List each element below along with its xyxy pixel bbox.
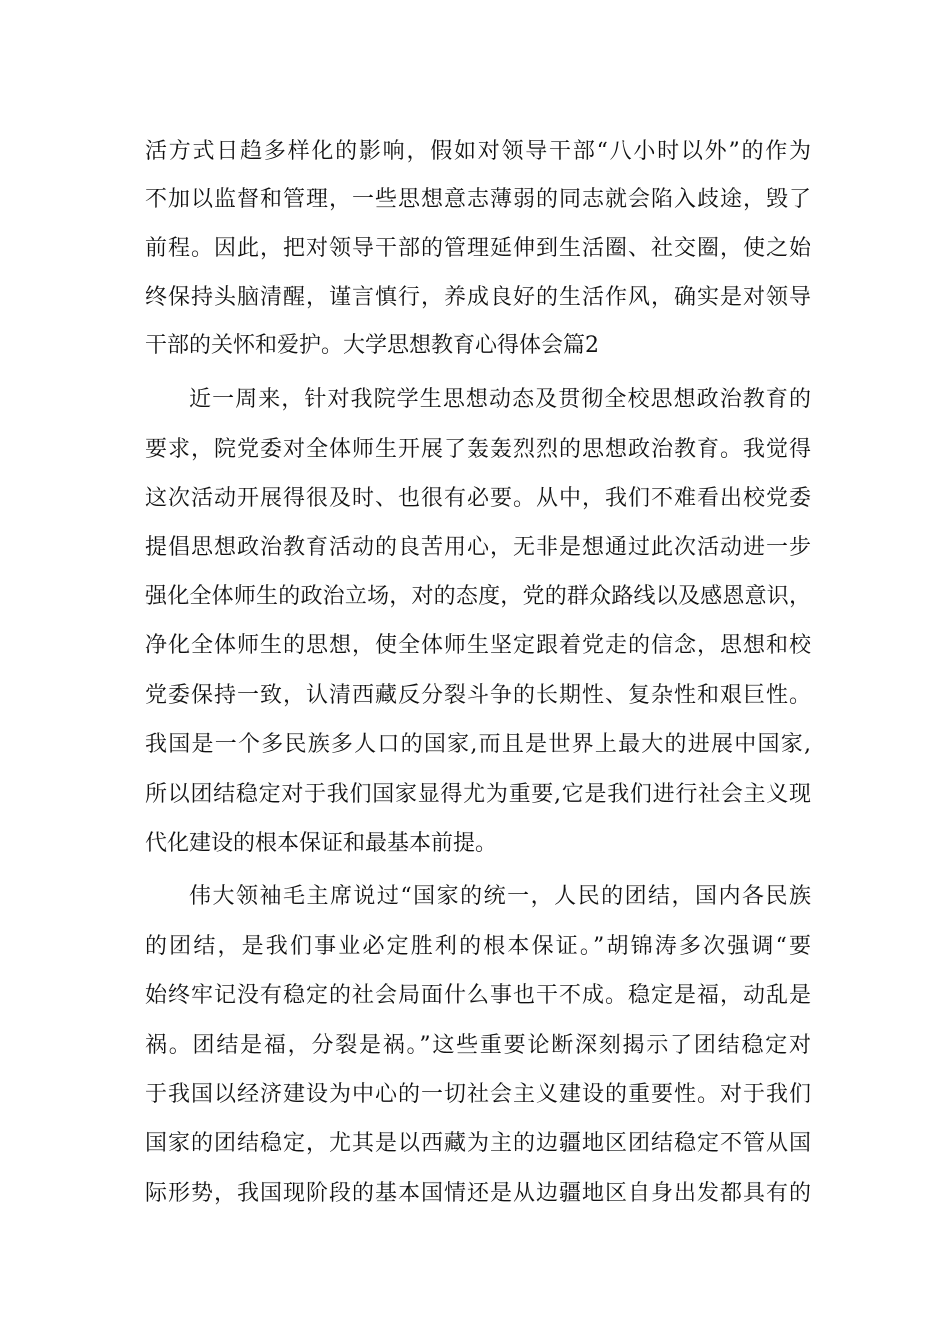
paragraph-3-line-4: 祸。团结是福，分裂是祸。”这些重要论断深刻揭示了团结稳定对 <box>145 1033 811 1058</box>
paragraph-2-line-5: 强化全体师生的政治立场，对的态度，党的群众路线以及感恩意识， <box>145 584 811 609</box>
paragraph-2-line-1: 近一周来，针对我院学生思想动态及贯彻全校思想政治教育的 <box>189 387 811 412</box>
paragraph-3-line-6: 国家的团结稳定，尤其是以西藏为主的边疆地区团结稳定不管从国 <box>145 1131 811 1156</box>
paragraph-2-line-2: 要求，院党委对全体师生开展了轰轰烈烈的思想政治教育。我觉得 <box>145 437 811 462</box>
paragraph-2-line-7: 党委保持一致，认清西藏反分裂斗争的长期性、复杂性和艰巨性。 <box>145 683 811 708</box>
paragraph-3-line-2: 的团结，是我们事业必定胜利的根本保证。”胡锦涛多次强调“要 <box>145 934 811 959</box>
paragraph-1-line-4: 终保持头脑清醒，谨言慎行，养成良好的生活作风，确实是对领导 <box>145 285 811 310</box>
paragraph-1-line-2: 不加以监督和管理，一些思想意志薄弱的同志就会陷入歧途，毁了 <box>145 187 811 212</box>
paragraph-1-line-5: 干部的关怀和爱护。大学思想教育心得体会篇2 <box>145 333 599 358</box>
paragraph-3-line-7: 际形势，我国现阶段的基本国情还是从边疆地区自身出发都具有的 <box>145 1181 811 1206</box>
paragraph-2-line-8: 我国是一个多民族多人口的国家,而且是世界上最大的进展中国家, <box>145 732 811 757</box>
paragraph-2-line-10: 代化建设的根本保证和最基本前提。 <box>145 831 498 856</box>
paragraph-1-line-3: 前程。因此，把对领导干部的管理延伸到生活圈、社交圈，使之始 <box>145 236 811 261</box>
paragraph-2-line-9: 所以团结稳定对于我们国家显得尤为重要,它是我们进行社会主义现 <box>145 782 811 807</box>
paragraph-3-line-3: 始终牢记没有稳定的社会局面什么事也干不成。稳定是福，动乱是 <box>145 983 811 1008</box>
paragraph-1-line-1: 活方式日趋多样化的影响，假如对领导干部“八小时以外”的作为 <box>145 139 811 164</box>
paragraph-2-line-4: 提倡思想政治教育活动的良苦用心，无非是想通过此次活动进一步 <box>145 535 811 560</box>
paragraph-2-line-3: 这次活动开展得很及时、也很有必要。从中，我们不难看出校党委 <box>145 486 811 511</box>
paragraph-3-line-5: 于我国以经济建设为中心的一切社会主义建设的重要性。对于我们 <box>145 1082 811 1107</box>
paragraph-2-line-6: 净化全体师生的思想，使全体师生坚定跟着党走的信念，思想和校 <box>145 633 811 658</box>
paragraph-3-line-1: 伟大领袖毛主席说过“国家的统一，人民的团结，国内各民族 <box>189 884 811 909</box>
